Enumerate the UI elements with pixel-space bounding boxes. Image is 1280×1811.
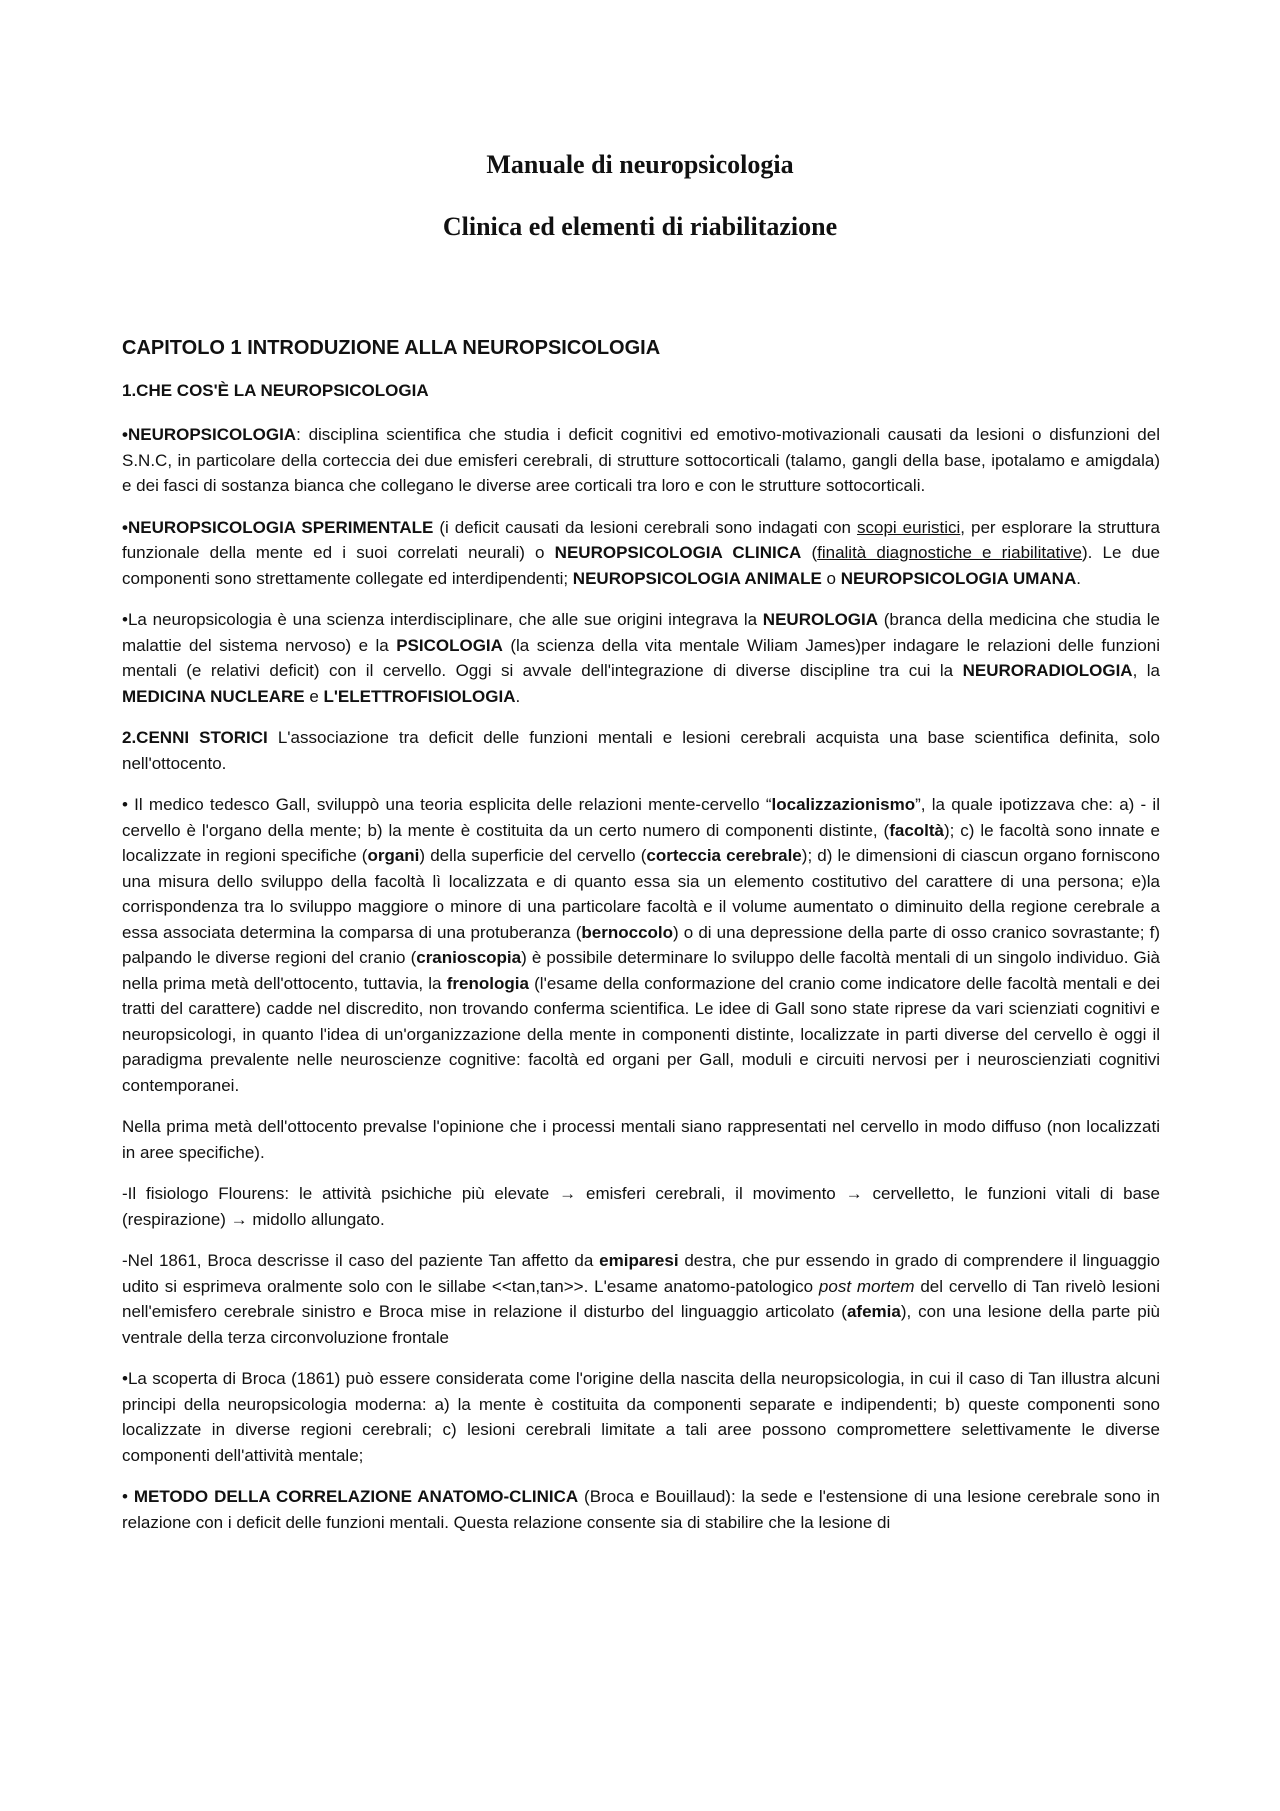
text-run: ”, la quale ipotizzava che: a) - il cervello è l'organo della mente; b) la mente è costituita da un certo numero di componenti distinte, ( [122, 795, 1160, 840]
text-run: o [821, 568, 841, 588]
text-run: -Nel 1861, Broca descrisse il caso del paziente Tan affetto da [122, 1251, 600, 1270]
document-subtitle: Clinica ed elementi di riabilitazione [442, 212, 838, 241]
text-run: •NEUROPSICOLOGIA SPERIMENTALE [122, 517, 434, 537]
document-header [0, 150, 1280, 242]
text-run: NEURORADIOLOGIA [962, 661, 1133, 680]
text-run: . [1076, 568, 1081, 588]
text-run: •NEUROPSICOLOGIA [122, 425, 297, 444]
text-run: ). Le due componenti sono strettamente collegate ed interdipendenti; [122, 543, 1160, 588]
text-run: , la [1132, 661, 1160, 680]
text-run: NEUROPSICOLOGIA ANIMALE [572, 568, 822, 588]
paragraph-diffuse-view [122, 1114, 1160, 1165]
text-run: organi [367, 846, 420, 865]
text-run: frenologia [446, 973, 529, 993]
text-run: NEUROPSICOLOGIA CLINICA [554, 543, 802, 562]
text-run: (Broca e Bouillaud): la sede e l'estensione di una lesione cerebrale sono in relazione con i deficit delle funzioni mentali. Questa relazione consente sia di stabilire che la lesione di [122, 1487, 1160, 1532]
text-run: ( [801, 543, 818, 562]
text-run: L'associazione tra deficit delle funzioni mentali e lesioni cerebrali acquista una base scientifica definita, solo nell'ottocento. [122, 728, 1160, 773]
text-run: destra, che pur essendo in grado di comprendere il linguaggio udito si esprimeva oralmente solo con le sillabe <<tan,tan>>. L'esame anatomo-patologico [122, 1251, 1160, 1296]
text-run: . [515, 686, 521, 706]
text-run: PSICOLOGIA [396, 635, 503, 655]
text-run: • Il medico tedesco Gall, sviluppò una teoria esplicita delle relazioni mente-cervello “ [122, 795, 772, 814]
document-body [122, 336, 1160, 1551]
text-run: emiparesi [599, 1251, 679, 1270]
text-run: ) o di una depressione della parte di osso cranico sovrastante; f) palpando le diverse regioni del cranio ( [122, 922, 1161, 967]
text-run: (l'esame della conformazione del cranio come indicatore delle facoltà mentali e dei tratti del carattere) cadde nel discredito, non trovando conferma scientifica. Le idee di Gall sono state riprese da vari scienziati cognitivi e neuropsicologi, in quanto l'idea di un'organizzazione della mente in componenti distinte, localizzate in parti diverse del cervello è oggi il paradigma prevalente nelle neuroscienze cognitive: facoltà ed organi per Gall, moduli e circuiti nervosi per i neuroscienziati cognitivi contemporanei. [122, 973, 1160, 1095]
text-run: finalità diagnostiche e riabilitative [817, 543, 1082, 562]
text-run: Nella prima metà dell'ottocento prevalse l'opinione che i processi mentali siano rappresentati nel cervello in modo diffuso (non localizzati in aree specifiche). [122, 1117, 1160, 1162]
text-run: MEDICINA NUCLEARE [122, 686, 305, 706]
text-run: facoltà [889, 820, 944, 840]
text-run: del cervello di Tan rivelò lesioni nell'emisfero cerebrale sinistro e Broca mise in relazione il disturbo del linguaggio articolato ( [122, 1276, 1160, 1321]
document-title: Manuale di neuropsicologia [486, 150, 794, 179]
text-run: ) è possibile determinare lo sviluppo delle facoltà mentali di un singolo individuo. Già nella prima metà dell'ottocento, tuttavia, la [122, 948, 1160, 993]
text-run: cranioscopia [416, 948, 522, 967]
text-run: •La neuropsicologia è una scienza interdisciplinare, che alle sue origini integrava la [122, 610, 763, 629]
text-run: -Il fisiologo Flourens: le attività psichiche più elevate → emisferi cerebrali, il movimento → cervelletto, le funzioni vitali di base (respirazione) → midollo allungato. [122, 1184, 1160, 1229]
paragraph-definition [122, 422, 1160, 499]
paragraph-interdisciplinary [122, 607, 1160, 709]
text-run: , per esplorare la struttura funzionale della mente ed i suoi correlati neurali) o [122, 517, 1160, 562]
paragraph-flourens [122, 1181, 1160, 1232]
text-run: ); d) le dimensioni di ciascun organo forniscono una misura dello sviluppo della facoltà lì localizzata e di quanto essa sia un elemento costitutivo del carattere di una persona; e)la corrispondenza tra lo sviluppo maggiore o minore di una particolare facoltà e il volume aumentato o diminuito della regione cerebrale a essa associata determina la comparsa di una protuberanza ( [122, 846, 1160, 942]
text-run: afemia [846, 1302, 901, 1321]
text-run: localizzazionismo [771, 795, 916, 814]
text-run: ) della superficie del cervello ( [419, 846, 647, 865]
text-run: • [122, 1487, 134, 1506]
text-run: METODO DELLA CORRELAZIONE ANATOMO-CLINICA [133, 1487, 579, 1506]
text-run: L'ELETTROFISIOLOGIA [323, 686, 516, 706]
paragraph-historical-notes [122, 725, 1160, 776]
text-run: e [304, 686, 324, 706]
text-run: NEUROPSICOLOGIA UMANA [840, 568, 1077, 588]
text-run: (la scienza della vita mentale Wiliam James)per indagare le relazioni delle funzioni mentali (e relativi deficit) con il cervello. Oggi si avvale dell'integrazione di diverse discipline tra cui la [122, 635, 1161, 680]
text-run: ), con una lesione della parte più ventrale della terza circonvoluzione frontale [122, 1302, 1160, 1347]
text-run: •La scoperta di Broca (1861) può essere considerata come l'origine della nascita della neuropsicologia, in cui il caso di Tan illustra alcuni principi della neuropsicologia moderna: a) la mente è costituita da componenti separate e indipendenti; b) queste componenti sono localizzate in diverse regioni cerebrali; c) lesioni cerebrali limitate a tali aree possono compromettere selettivamente le diverse componenti dell'attività mentale; [122, 1369, 1160, 1465]
text-run: scopi euristici [857, 517, 961, 537]
paragraph-broca-discovery [122, 1366, 1160, 1468]
paragraph-types [122, 515, 1160, 592]
text-run: ); c) le facoltà sono innate e localizzate in regioni specifiche ( [122, 820, 1160, 865]
text-run: : disciplina scientifica che studia i deficit cognitivi ed emotivo-motivazionali causati da lesioni o disfunzioni del S.N.C, in particolare della corteccia dei due emisferi cerebrali, di strutture sottocorticali (talamo, gangli della base, ipotalamo e amigdala) e dei fasci di sostanza bianca che collegano le diverse aree corticali tra loro e con le strutture sottocorticali. [122, 425, 1160, 495]
paragraph-gall [122, 792, 1160, 1098]
text-run: corteccia cerebrale [646, 846, 802, 865]
paragraph-broca-case [122, 1248, 1160, 1350]
paragraph-anatomo-clinical-method [122, 1484, 1160, 1535]
text-run: (branca della medicina che studia le malattie del sistema nervoso) e la [122, 610, 1161, 655]
text-run: (i deficit causati da lesioni cerebrali sono indagati con [433, 517, 857, 537]
text-run: NEUROLOGIA [762, 610, 879, 629]
chapter-heading: CAPITOLO 1 INTRODUZIONE ALLA NEUROPSICOLOGIA [122, 337, 661, 359]
text-run: 2.CENNI STORICI [122, 728, 268, 747]
text-run: bernoccolo [581, 922, 674, 942]
section-heading: 1.CHE COS'È LA NEUROPSICOLOGIA [122, 381, 429, 400]
text-run: post mortem [818, 1276, 915, 1296]
